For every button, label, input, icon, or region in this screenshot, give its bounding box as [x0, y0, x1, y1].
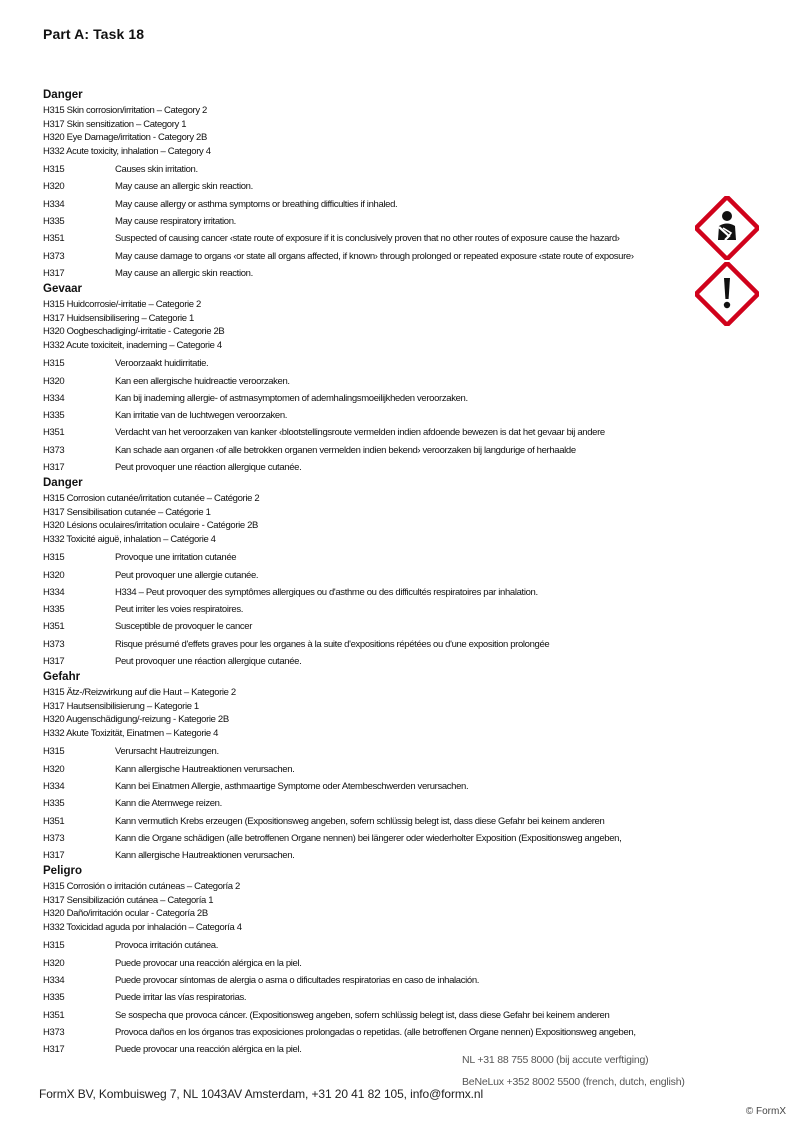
hazard-statement-row — [43, 778, 693, 795]
hazard-sections — [43, 88, 693, 1058]
exclamation-mark-icon — [695, 262, 759, 326]
classification-line: H320 Oogbeschadiging/-irritatie - Categorie 2B — [43, 326, 225, 338]
hazard-text: May cause an allergic skin reaction. — [115, 267, 253, 279]
hazard-text: Kann bei Einatmen Allergie, asthmaartige Symptome oder Atembeschwerden verursachen. — [115, 780, 469, 792]
hazard-code: H317 — [43, 1044, 65, 1056]
hazard-statement-row — [43, 989, 693, 1006]
hazard-text: Peut provoquer une réaction allergique cutanée. — [115, 462, 302, 473]
hazard-statement-row — [43, 1007, 693, 1024]
hazard-statement-row — [43, 424, 693, 441]
hazard-text: Kan irritatie van de luchtwegen veroorzaken. — [115, 410, 288, 422]
hazard-statement-row — [43, 937, 693, 954]
health-hazard-icon — [695, 196, 759, 260]
hazard-statement-row — [43, 247, 693, 264]
hazard-code: H334 — [43, 586, 65, 598]
classification-line: H315 Corrosion cutanée/irritation cutanée – Catégorie 2 — [43, 493, 260, 505]
hazard-text: Kann die Atemwege reizen. — [115, 798, 222, 810]
hazard-code: H335 — [43, 798, 65, 810]
hazard-statement-row — [43, 230, 693, 247]
hazard-code: H320 — [43, 569, 65, 581]
hazard-statement-row — [43, 618, 693, 635]
hazard-statement-table — [43, 161, 693, 282]
hazard-text: Kann allergische Hautreaktionen verursachen. — [115, 850, 295, 862]
classification-line: H332 Toxicidad aguda por inhalación – Categoría 4 — [43, 921, 242, 933]
hazard-statement-table — [43, 355, 693, 476]
hazard-text: Veroorzaakt huidirritatie. — [115, 358, 209, 370]
hazard-code: H315 — [43, 552, 65, 564]
hazard-code: H317 — [43, 850, 65, 862]
copyright: © FormX — [745, 1106, 786, 1117]
hazard-code: H351 — [43, 233, 65, 245]
hazard-text: Se sospecha que provoca cáncer. (Expositionsweg angeben, sofern schlüssig belegt ist, dass diese Gefahr bei keinem anderen — [115, 1009, 610, 1021]
hazard-statement-row — [43, 830, 693, 847]
signal-word: Danger — [43, 89, 83, 101]
hazard-code: H334 — [43, 975, 65, 987]
hazard-statement-table — [43, 937, 693, 1058]
classification-line: H320 Lésions oculaires/irritation oculaire - Catégorie 2B — [43, 520, 259, 532]
hazard-section — [43, 282, 693, 476]
classification-line: H317 Skin sensitization – Category 1 — [43, 118, 187, 130]
hazard-statement-row — [43, 955, 693, 972]
hazard-text: Causes skin irritation. — [115, 164, 198, 176]
hazard-text: H334 – Peut provoquer des symptômes allergiques ou d'asthme ou des difficultés respiratoires par inhalation. — [115, 586, 538, 598]
hazard-text: Kan schade aan organen ‹of alle betrokken organen vermelden indien bekend› veroorzaken bij langdurige of herhaalde — [115, 444, 576, 456]
hazard-text: Verdacht van het veroorzaken van kanker ‹blootstellingsroute vermelden indien afdoende bewezen is dat het gevaar bij andere — [115, 427, 605, 439]
page-title: Part A: Task 18 — [43, 26, 145, 42]
hazard-statement-row — [43, 549, 693, 566]
hazard-statement-row — [43, 178, 693, 195]
classification-line: H315 Skin corrosion/irritation – Category 2 — [43, 105, 207, 116]
hazard-statement-row — [43, 1024, 693, 1041]
hazard-text: Peut provoquer une réaction allergique cutanée. — [115, 656, 302, 668]
hazard-code: H335 — [43, 992, 65, 1004]
signal-word: Gevaar — [43, 283, 83, 296]
hazard-code: H373 — [43, 638, 65, 650]
hazard-text: Verursacht Hautreizungen. — [115, 746, 219, 758]
classification-line: H317 Huidsensibilisering – Categorie 1 — [43, 312, 194, 324]
classification-line: H332 Akute Toxizität, Einatmen – Kategorie 4 — [43, 727, 219, 739]
hazard-text: Provoca daños en los órganos tras exposiciones prolongadas o repetidas. (alle betroffenen Organe nennen) Expositionsweg angeben, — [115, 1026, 636, 1038]
hazard-section — [43, 476, 693, 670]
classification-line: H320 Eye Damage/irritation - Category 2B — [43, 132, 207, 143]
hazard-statement-row — [43, 213, 693, 230]
signal-word: Gefahr — [43, 671, 81, 684]
hazard-code: H317 — [43, 267, 65, 279]
hazard-text: Kan een allergische huidreactie veroorzaken. — [115, 375, 290, 387]
hazard-text: May cause allergy or asthma symptoms or breathing difficulties if inhaled. — [115, 198, 398, 210]
classification-line: H320 Augenschädigung/-reizung - Kategorie 2B — [43, 714, 229, 726]
hazard-code: H334 — [43, 198, 65, 210]
hazard-code: H320 — [43, 763, 65, 775]
hazard-text: Risque présumé d'effets graves pour les organes à la suite d'expositions répétées ou d'une exposition prolongée — [115, 638, 550, 650]
hazard-statement-row — [43, 196, 693, 213]
hazard-statement-row — [43, 601, 693, 618]
hazard-section — [43, 88, 693, 282]
hazard-code: H320 — [43, 375, 65, 387]
hazard-text: Puede provocar síntomas de alergia o asma o dificultades respiratorias en caso de inhalación. — [115, 975, 480, 987]
hazard-code: H335 — [43, 216, 65, 228]
hazard-text: Puede irritar las vías respiratorias. — [115, 992, 247, 1004]
hazard-statement-row — [43, 566, 693, 583]
hazard-statement-row — [43, 407, 693, 424]
contact-benelux: BeNeLux +352 8002 5500 (french, dutch, english) — [462, 1076, 685, 1088]
hazard-code: H315 — [43, 940, 65, 952]
classification-line: H320 Daño/irritación ocular - Categoría 2B — [43, 908, 208, 920]
hazard-statement-table — [43, 743, 693, 864]
hazard-text: Kann die Organe schädigen (alle betroffenen Organe nennen) bei längerer oder wiederholter Exposition (Expositionsweg angeben, — [115, 832, 622, 844]
classification-line: H332 Acute toxiciteit, inademing – Categorie 4 — [43, 339, 222, 351]
hazard-text: Suspected of causing cancer ‹state route of exposure if it is conclusively proven that no other routes of exposure cause the hazard› — [115, 233, 620, 245]
classification-line: H317 Hautsensibilisierung – Kategorie 1 — [43, 700, 199, 712]
classification-line: H317 Sensibilización cutánea – Categoría 1 — [43, 894, 214, 906]
hazard-code: H335 — [43, 410, 65, 422]
hazard-code: H334 — [43, 780, 65, 792]
hazard-text: Susceptible de provoquer le cancer — [115, 621, 253, 633]
hazard-text: Peut irriter les voies respiratoires. — [115, 604, 244, 616]
hazard-code: H373 — [43, 1026, 65, 1038]
hazard-code: H334 — [43, 392, 65, 404]
hazard-text: May cause respiratory irritation. — [115, 216, 236, 228]
hazard-text: Provoca irritación cutánea. — [115, 940, 219, 952]
hazard-code: H351 — [43, 621, 65, 633]
hazard-code: H351 — [43, 427, 65, 439]
hazard-code: H320 — [43, 957, 65, 969]
hazard-code: H351 — [43, 1009, 65, 1021]
hazard-statement-row — [43, 161, 693, 178]
hazard-code: H317 — [43, 462, 65, 473]
hazard-code: H373 — [43, 444, 65, 456]
hazard-section — [43, 864, 693, 1058]
hazard-text: May cause damage to organs ‹or state all organs affected, if known› through prolonged or repeated exposure ‹state route of exposure› — [115, 250, 634, 262]
hazard-code: H315 — [43, 164, 65, 176]
hazard-text: Kann vermutlich Krebs erzeugen (Expositionsweg angeben, sofern schlüssig belegt ist, dass diese Gefahr bei keinem anderen — [115, 815, 605, 827]
hazard-statement-row — [43, 372, 693, 389]
classification-line: H315 Corrosión o irritación cutáneas – Categoría 2 — [43, 881, 240, 893]
hazard-text: Kan bij inademing allergie- of astmasymptomen of ademhalingsmoeilijkheden veroorzaken. — [115, 392, 468, 404]
hazard-text: Puede provocar una reacción alérgica en la piel. — [115, 957, 302, 969]
signal-word: Danger — [43, 477, 83, 490]
emergency-contact — [462, 1049, 762, 1093]
hazard-code: H315 — [43, 746, 65, 758]
hazard-statement-table — [43, 549, 693, 670]
hazard-statement-row — [43, 743, 693, 760]
hazard-code: H373 — [43, 250, 65, 262]
hazard-text: Puede provocar una reacción alérgica en la piel. — [115, 1044, 302, 1056]
hazard-statement-row — [43, 636, 693, 653]
hazard-statement-row — [43, 442, 693, 459]
hazard-text: May cause an allergic skin reaction. — [115, 181, 253, 193]
classification-line: H317 Sensibilisation cutanée – Catégorie 1 — [43, 506, 211, 518]
hazard-statement-row — [43, 390, 693, 407]
hazard-code: H335 — [43, 604, 65, 616]
hazard-statement-row — [43, 795, 693, 812]
classification-line: H315 Ätz-/Reizwirkung auf die Haut – Kategorie 2 — [43, 687, 236, 699]
footer-address: FormX BV, Kombuisweg 7, NL 1043AV Amsterdam, +31 20 41 82 105, info@formx.nl — [39, 1087, 484, 1101]
hazard-statement-row — [43, 761, 693, 778]
hazard-statement-row — [43, 265, 693, 282]
classification-line: H315 Huidcorrosie/-irritatie – Categorie 2 — [43, 299, 201, 311]
contact-nl: NL +31 88 755 8000 (bij accute verftiging) — [462, 1054, 649, 1066]
hazard-code: H373 — [43, 832, 65, 844]
hazard-text: Kann allergische Hautreaktionen verursachen. — [115, 763, 295, 775]
hazard-statement-row — [43, 812, 693, 829]
hazard-text: Provoque une irritation cutanée — [115, 552, 237, 564]
hazard-text: Peut provoquer une allergie cutanée. — [115, 569, 259, 581]
classification-line: H332 Acute toxicity, inhalation – Category 4 — [43, 145, 211, 157]
hazard-code: H351 — [43, 815, 65, 827]
classification-line: H332 Toxicité aiguë, inhalation – Catégorie 4 — [43, 533, 216, 545]
hazard-section — [43, 670, 693, 864]
hazard-statement-row — [43, 584, 693, 601]
hazard-code: H320 — [43, 181, 65, 193]
hazard-statement-row — [43, 355, 693, 372]
signal-word: Peligro — [43, 865, 82, 878]
hazard-statement-row — [43, 459, 693, 476]
hazard-code: H315 — [43, 358, 65, 370]
hazard-statement-row — [43, 847, 693, 864]
hazard-statement-row — [43, 653, 693, 670]
hazard-statement-row — [43, 972, 693, 989]
hazard-code: H317 — [43, 656, 65, 668]
